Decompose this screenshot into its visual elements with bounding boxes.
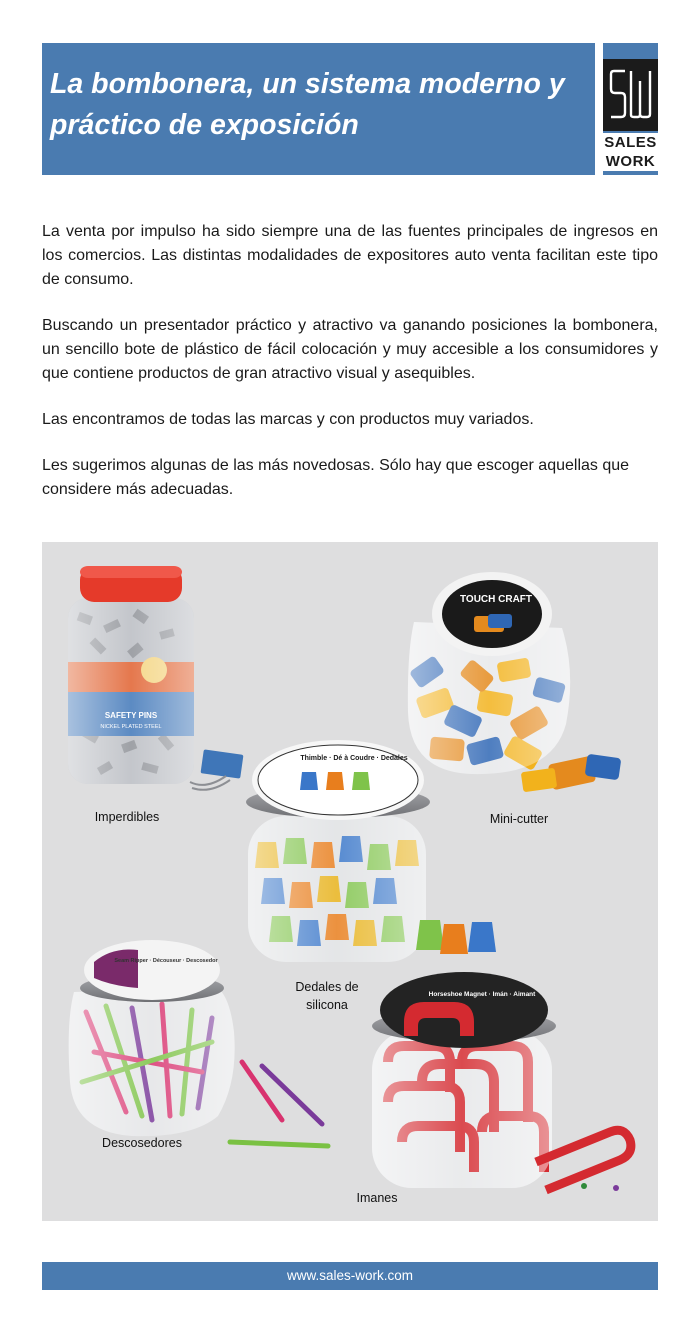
seam-rippers-jar [69,940,328,1146]
paragraph: Las encontramos de todas las marcas y con productos muy variados. [42,411,534,428]
magnets-jar [372,972,631,1191]
paragraph: Buscando un presentador práctico y atractivo va ganando posiciones la bombonera, un sencillo bote de plástico de fácil colocación y muy accesible a los consumidores y que contiene productos de gran atractivo visual y asequibles. [42,317,658,382]
thimbles-jar [246,740,496,962]
caption-descosedores: Descosedores [102,1136,182,1150]
product-photo-panel [42,542,658,1221]
logo-wordmark [603,133,658,171]
sw-monogram-icon [603,59,658,131]
caption-dedales: Dedales de silicona [295,980,359,1012]
safety-pins-jar [68,566,243,790]
thimbles-label: Thimble · Dé à Coudre · Dedales [300,755,408,762]
mini-cutter-label: TOUCH CRAFT [459,594,533,605]
article-body [42,220,658,524]
caption-imanes: Imanes [356,1191,398,1205]
footer-url-link[interactable]: www.sales-work.com [42,1262,658,1290]
sales-work-logo [603,59,658,131]
caption-imperdibles: Imperdibles [94,810,160,824]
paragraph: Les sugerimos algunas de las más novedosas. Sólo hay que escoger aquellas que considere más adecuadas. [42,457,630,498]
caption-mini-cutter: Mini-cutter [489,812,549,826]
mini-cutter-jar [408,572,621,792]
seam-rippers-label: Seam Ripper · Découseur · Descosedor [114,958,218,964]
logo-line-sales: SALES [604,134,657,151]
magnets-label: Horseshoe Magnet · Imán · Aimant [428,991,536,998]
page-title: La bombonera, un sistema moderno y práctico de exposición [50,68,565,141]
logo-line-work: WORK [605,153,656,170]
paragraph: La venta por impulso ha sido siempre una de las fuentes principales de ingresos en los comercios. Las distintas modalidades de expositores auto venta facilitan este tipo de consumo. [42,223,658,288]
